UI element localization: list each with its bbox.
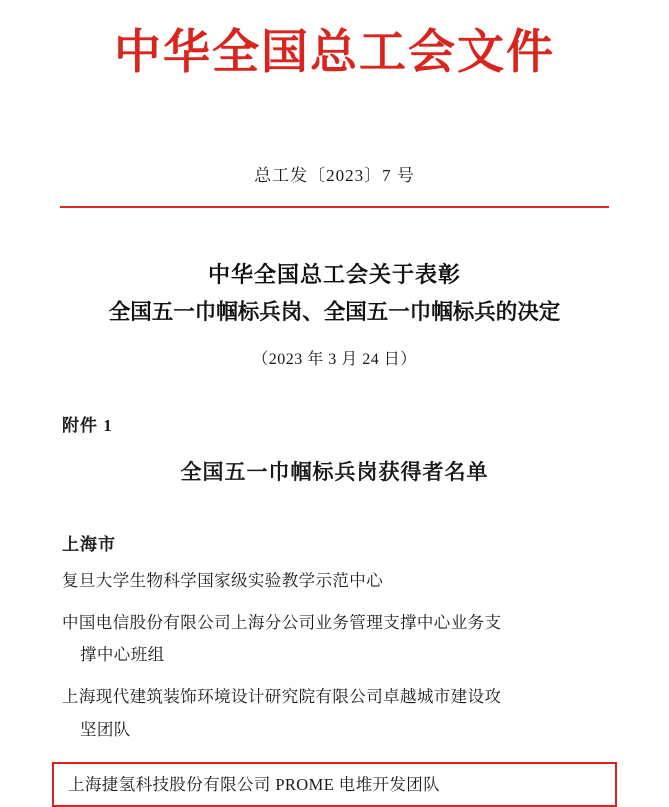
list-item	[62, 681, 609, 745]
highlighted-list-item: 上海捷氢科技股份有限公司 PROME 电堆开发团队	[52, 762, 617, 807]
document-number: 总工发〔2023〕7 号	[254, 165, 415, 185]
red-divider-rule	[60, 206, 609, 208]
list-item-text: 中国电信股份有限公司上海分公司业务管理支撑中心业务支	[62, 613, 502, 633]
attachment-label: 附件 1	[62, 415, 113, 435]
list-item-text: 上海现代建筑装饰环境设计研究院有限公司卓越城市建设攻	[62, 687, 502, 707]
masthead	[60, 0, 609, 83]
document-title-line-1: 中华全国总工会关于表彰	[207, 261, 461, 287]
region-heading: 上海市	[62, 534, 116, 554]
list-heading: 全国五一巾帼标兵岗获得者名单	[180, 459, 489, 484]
list-item-text-continuation: 坚团队	[80, 719, 131, 739]
list-item-text-continuation: 撑中心班组	[80, 645, 165, 665]
list-item	[62, 565, 609, 597]
document-title-line-2: 全国五一巾帼标兵岗、全国五一巾帼标兵的决定	[108, 300, 561, 325]
masthead-title: 中华全国总工会文件	[114, 27, 555, 79]
list-item	[62, 607, 609, 671]
list-item-text: 复旦大学生物科学国家级实验教学示范中心	[62, 570, 384, 590]
document-body	[60, 411, 609, 807]
document-date: （2023 年 3 月 24 日）	[252, 350, 417, 368]
title-block	[60, 256, 609, 369]
